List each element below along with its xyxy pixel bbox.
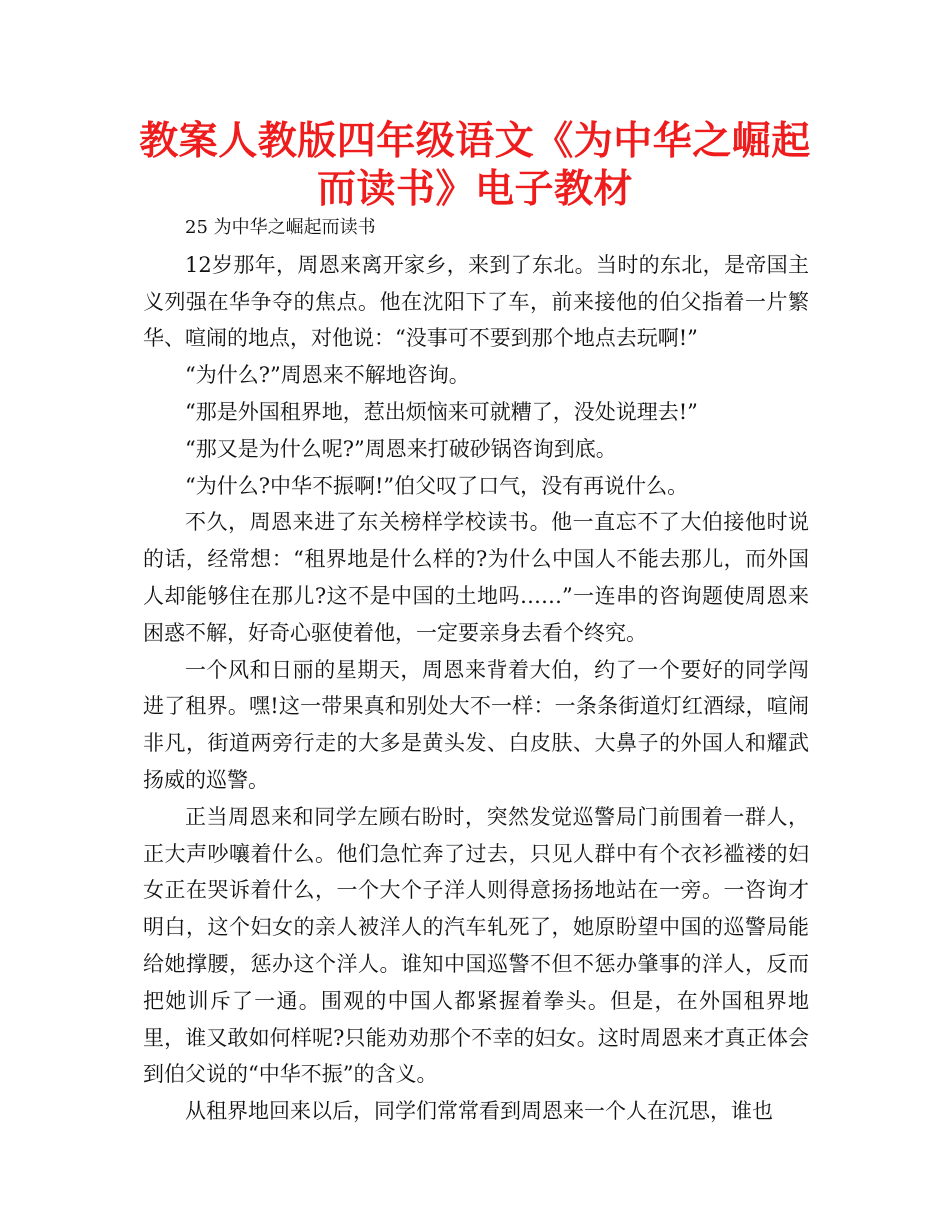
paragraph: “那是外国租界地，惹出烦恼来可就糟了，没处说理去!”	[185, 399, 698, 424]
paragraph: “那又是为什么呢?”周恩来打破砂锅咨询到底。	[185, 436, 617, 461]
paragraph: 12岁那年，周恩来离开家乡，来到了东北。当时的东北，是帝国主义列强在华争夺的焦点。他在沈阳下了车，前来接他的伯父指着一片繁华、喧闹的地点，对他说：“没事可不要到那个地点去玩啊!”	[143, 252, 809, 351]
paragraph: 不久，周恩来进了东关榜样学校读书。他一直忘不了大伯接他时说的话，经常想：“租界地是什么样的?为什么中国人不能去那儿，而外国人却能够住在那儿?这不是中国的土地吗……”一连串的咨询题使周恩来困惑不解，好奇心驱使着他，一定要亲身去看个终究。	[143, 510, 809, 645]
paragraph: 正当周恩来和同学左顾右盼时，突然发觉巡警局门前围着一群人，正大声吵嚷着什么。他们急忙奔了过去，只见人群中有个衣衫褴褛的妇女正在哭诉着什么，一个大个子洋人则得意扬扬地站在一旁。一咨询才明白，这个妇女的亲人被洋人的汽车轧死了，她原盼望中国的巡警局能给她撑腰，惩办这个洋人。谁知中国巡警不但不惩办肇事的洋人，反而把她训斥了一通。围观的中国人都紧握着拳头。但是，在外国租界地里，谁又敢如何样呢?只能劝劝那个不幸的妇女。这时周恩来才真正体会到伯父说的“中华不振”的含义。	[143, 804, 809, 1087]
paragraph: “为什么?中华不振啊!”伯父叹了口气，没有再说什么。	[185, 473, 689, 498]
paragraph: 从租界地回来以后，同学们常常看到周恩来一个人在沉思，谁也	[185, 1099, 773, 1124]
document-body	[143, 210, 809, 1130]
paragraph: 一个风和日丽的星期天，周恩来背着大伯，约了一个要好的同学闯进了租界。嘿!这一带果真和别处大不一样：一条条街道灯红酒绿，喧闹非凡，街道两旁行走的大多是黄头发、白皮肤、大鼻子的外国人和耀武扬威的巡警。	[143, 657, 809, 792]
document-title: 教案人教版四年级语文《为中华之崛起而读书》电子教材	[139, 119, 811, 212]
paragraph: “为什么?”周恩来不解地咨询。	[185, 363, 470, 388]
lesson-heading: 25 为中华之崛起而读书	[185, 217, 376, 238]
